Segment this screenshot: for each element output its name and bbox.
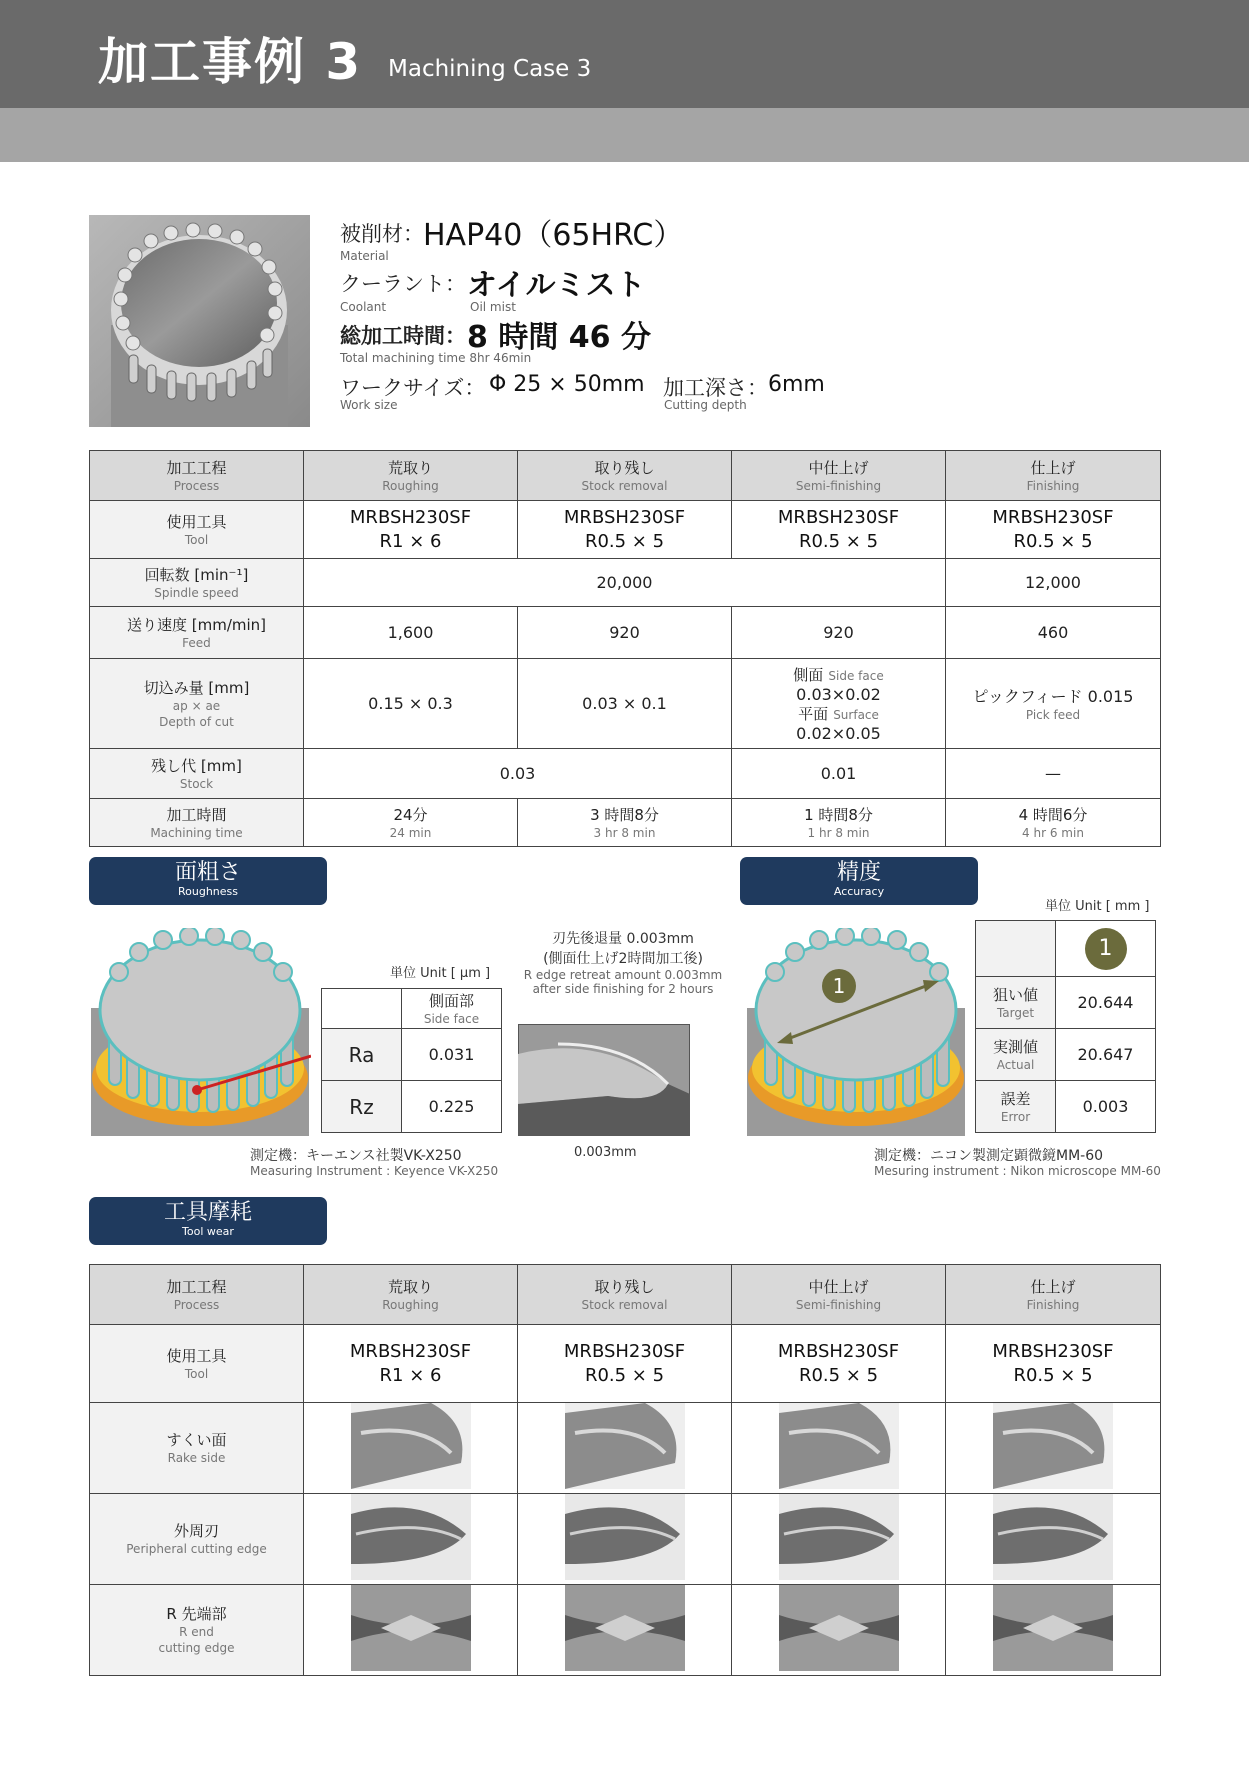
tool-size: R0.5 × 5 xyxy=(1013,530,1093,552)
toolwear-table xyxy=(89,1264,1161,1676)
time-en: 24 min xyxy=(389,825,432,840)
cell-en: Roughing xyxy=(382,1297,439,1312)
rake-side-photo xyxy=(993,1403,1113,1489)
coolant-label: クーラント： xyxy=(340,272,466,296)
table-row xyxy=(976,921,1156,977)
cell-jp: 実測値 xyxy=(992,1037,1038,1056)
tool-size: R1 × 6 xyxy=(379,1364,442,1386)
toolwear-badge xyxy=(89,1197,327,1245)
roughness-workpiece-illustration xyxy=(89,928,311,1136)
cell-jp: 狙い値 xyxy=(992,985,1038,1004)
table-row xyxy=(322,1081,502,1133)
total-time-label: 総加工時間： xyxy=(340,324,466,348)
tool-size: R0.5 × 5 xyxy=(798,530,879,552)
table-row xyxy=(90,1494,1161,1585)
ra-label: Ra xyxy=(348,1042,375,1067)
cutting-depth-value: 6mm xyxy=(768,372,825,397)
feed-value: 920 xyxy=(823,623,854,642)
table-row xyxy=(90,1585,1161,1676)
cell-jp: 切込み量 [mm] xyxy=(143,678,250,697)
tool-name: MRBSH230SF xyxy=(349,1340,472,1362)
side-face-value: 0.03×0.02 xyxy=(796,684,881,704)
cell-jp: 加工時間 xyxy=(166,805,227,824)
target-value: 20.644 xyxy=(1077,993,1134,1012)
accuracy-badge-jp: 精度 xyxy=(836,860,881,885)
peripheral-edge-photo xyxy=(565,1494,685,1580)
table-row xyxy=(90,659,1161,749)
material-label: 被削材： xyxy=(340,222,424,246)
rz-label: Rz xyxy=(349,1094,374,1119)
depth-value: 0.15 × 0.3 xyxy=(368,694,453,713)
cell-jp: 荒取り xyxy=(387,458,433,477)
cell-jp: 中仕上げ xyxy=(808,1277,869,1296)
actual-value: 20.647 xyxy=(1077,1045,1134,1064)
cell-jp: 側面部 xyxy=(428,991,474,1010)
time-jp: 4 時間6分 xyxy=(1018,805,1088,824)
total-time-value: 8 時間 46 分 xyxy=(467,320,651,355)
coolant-value: オイルミスト xyxy=(467,268,646,303)
table-row xyxy=(322,1029,502,1081)
depth-value: 0.03 × 0.1 xyxy=(582,694,667,713)
feed-value: 460 xyxy=(1037,623,1069,642)
page-subtitle: Machining Case 3 xyxy=(388,56,592,82)
side-face-en: Side face xyxy=(828,668,884,683)
rz-value: 0.225 xyxy=(428,1097,475,1116)
table-row xyxy=(976,977,1156,1029)
coolant-sub: Coolant xyxy=(340,300,387,314)
cell-en: Stock xyxy=(179,776,214,791)
table-row xyxy=(90,451,1161,501)
retreat-photo xyxy=(518,1024,690,1136)
work-size-sub: Work size xyxy=(340,398,398,412)
cell-en: Finishing xyxy=(1026,1297,1080,1312)
accuracy-workpiece-illustration xyxy=(745,928,967,1136)
time-en: 4 hr 6 min xyxy=(1022,825,1084,840)
stock-value: 0.01 xyxy=(820,764,857,783)
cell-jp: 加工工程 xyxy=(166,1277,227,1296)
cell-en: Process xyxy=(173,1297,220,1312)
roughness-unit: 単位 Unit [ μm ] xyxy=(390,966,491,981)
accuracy-marker-badge: 1 xyxy=(1085,928,1127,970)
accuracy-table xyxy=(975,920,1156,1133)
stock-value: — xyxy=(1045,764,1061,783)
cell-jp: 取り残し xyxy=(594,458,655,477)
workpiece-photo xyxy=(89,215,310,427)
tool-size: R0.5 × 5 xyxy=(798,1364,879,1386)
cell-jp: 使用工具 xyxy=(166,1346,227,1365)
cutting-depth-label: 加工深さ： xyxy=(663,376,768,400)
table-row xyxy=(322,989,502,1029)
cell-jp: 外周刃 xyxy=(173,1522,219,1540)
retreat-photo-caption: 0.003mm xyxy=(574,1145,637,1160)
material-sub: Material xyxy=(340,249,389,263)
peripheral-edge-photo xyxy=(993,1494,1113,1580)
cell-jp: 残し代 [mm] xyxy=(151,756,242,775)
feed-value: 1,600 xyxy=(387,623,434,642)
roughness-table xyxy=(321,988,502,1133)
work-size-value: Φ 25 × 50mm xyxy=(489,372,645,397)
cell-en: Roughing xyxy=(382,478,439,493)
accuracy-instrument-en: Mesuring instrument : Nikon microscope MM-60 xyxy=(874,1164,1161,1178)
surface-value: 0.02×0.05 xyxy=(796,723,881,743)
rake-side-photo xyxy=(351,1403,471,1489)
time-jp: 1 時間8分 xyxy=(804,805,873,824)
table-row xyxy=(976,1029,1156,1081)
roughness-badge-jp: 面粗さ xyxy=(174,860,241,885)
table-row xyxy=(90,559,1161,607)
cell-jp: 荒取り xyxy=(387,1277,433,1296)
cell-en: Rake side xyxy=(167,1451,226,1465)
cell-en: Finishing xyxy=(1026,478,1080,493)
tool-name: MRBSH230SF xyxy=(777,506,900,528)
tool-name: MRBSH230SF xyxy=(992,1340,1114,1362)
cutting-depth-sub: Cutting depth xyxy=(664,398,747,412)
spindle-value: 12,000 xyxy=(1025,573,1081,592)
rake-side-photo xyxy=(565,1403,685,1489)
cell-en: Error xyxy=(1000,1109,1031,1124)
roughness-instrument-en: Measuring Instrument : Keyence VK-X250 xyxy=(250,1164,499,1178)
cell-en: cutting edge xyxy=(158,1641,235,1655)
table-row xyxy=(90,799,1161,847)
tool-name: MRBSH230SF xyxy=(349,506,472,528)
cell-jp: 加工工程 xyxy=(166,458,227,477)
cell-jp: R 先端部 xyxy=(166,1605,227,1623)
peripheral-edge-photo xyxy=(351,1494,471,1580)
cell-jp: すくい面 xyxy=(166,1431,227,1449)
cell-en: Stock removal xyxy=(581,478,668,493)
accuracy-badge-en: Accuracy xyxy=(833,885,885,898)
cell-en: Side face xyxy=(423,1011,480,1026)
material-value: HAP40（65HRC） xyxy=(423,218,684,253)
pick-feed-en: Pick feed xyxy=(1025,708,1081,722)
surface-en: Surface xyxy=(833,707,879,722)
retreat-caption-block xyxy=(510,928,736,996)
stock-value: 0.03 xyxy=(499,764,536,783)
feed-value: 920 xyxy=(609,623,640,642)
cell-jp: 取り残し xyxy=(594,1277,655,1296)
r-end-edge-photo xyxy=(351,1585,471,1671)
error-value: 0.003 xyxy=(1082,1097,1129,1116)
cell-jp: 中仕上げ xyxy=(808,458,869,477)
retreat-jp2: (側面仕上げ2時間加工後) xyxy=(543,951,703,967)
cell-en: Spindle speed xyxy=(154,585,239,600)
time-jp: 24分 xyxy=(393,805,428,824)
cell-en: ap × ae xyxy=(172,698,221,713)
cell-jp: 送り速度 [mm/min] xyxy=(126,615,267,634)
tool-size: R0.5 × 5 xyxy=(1013,1364,1093,1386)
cell-en: Semi-finishing xyxy=(795,478,882,493)
pick-feed-value: ピックフィード 0.015 xyxy=(972,687,1134,706)
time-jp: 3 時間8分 xyxy=(590,805,659,824)
tool-size: R1 × 6 xyxy=(379,530,442,552)
table-row xyxy=(90,501,1161,559)
table-row xyxy=(90,1265,1161,1325)
cell-jp: 使用工具 xyxy=(166,512,227,531)
cell-en: Tool xyxy=(184,532,209,547)
page-title: 加工事例 3 xyxy=(98,33,363,91)
cell-jp: 仕上げ xyxy=(1030,458,1076,477)
r-end-edge-photo xyxy=(565,1585,685,1671)
toolwear-badge-en: Tool wear xyxy=(182,1225,234,1238)
surface-jp: 平面 xyxy=(798,704,829,723)
table-row xyxy=(90,1403,1161,1494)
retreat-en1: R edge retreat amount 0.003mm xyxy=(523,968,723,982)
cell-en: R end xyxy=(179,1625,214,1639)
cell-jp: 回転数 [min⁻¹] xyxy=(144,565,249,584)
work-size-label: ワークサイズ： xyxy=(340,376,486,400)
cell-jp: 仕上げ xyxy=(1030,1277,1076,1296)
time-en: 1 hr 8 min xyxy=(807,825,870,840)
table-row xyxy=(976,1081,1156,1133)
accuracy-instrument-jp: 測定機：ニコン製測定顕微鏡MM-60 xyxy=(874,1148,1104,1164)
spindle-value: 20,000 xyxy=(596,573,653,592)
time-en: 3 hr 8 min xyxy=(593,825,656,840)
tool-name: MRBSH230SF xyxy=(992,506,1114,528)
tool-name: MRBSH230SF xyxy=(563,506,686,528)
r-end-edge-photo xyxy=(779,1585,899,1671)
accuracy-marker-label: 1 xyxy=(832,974,846,998)
rake-side-photo xyxy=(779,1403,899,1489)
cell-en: Tool xyxy=(184,1366,209,1381)
cell-en: Target xyxy=(996,1005,1035,1020)
header-subbar xyxy=(0,108,1249,162)
peripheral-edge-photo xyxy=(779,1494,899,1580)
table-row xyxy=(90,1325,1161,1403)
tool-name: MRBSH230SF xyxy=(777,1340,900,1362)
table-row xyxy=(90,607,1161,659)
tool-name: MRBSH230SF xyxy=(563,1340,686,1362)
toolwear-badge-jp: 工具摩耗 xyxy=(163,1200,252,1225)
cell-en: Feed xyxy=(182,635,211,650)
cell-en: Actual xyxy=(996,1057,1035,1072)
coolant-value-sub: Oil mist xyxy=(470,300,516,314)
roughness-instrument-jp: 測定機：キーエンス社製VK-X250 xyxy=(250,1148,462,1164)
cell-en: Depth of cut xyxy=(159,714,234,729)
retreat-en2: after side finishing for 2 hours xyxy=(532,982,714,996)
cell-en: Machining time xyxy=(150,825,243,840)
table-row xyxy=(90,749,1161,799)
accuracy-badge xyxy=(740,857,978,905)
cell-en: Semi-finishing xyxy=(795,1297,882,1312)
tool-size: R0.5 × 5 xyxy=(584,1364,665,1386)
r-end-edge-photo xyxy=(993,1585,1113,1671)
roughness-badge xyxy=(89,857,327,905)
total-time-sub: Total machining time 8hr 46min xyxy=(340,351,532,365)
accuracy-unit: 単位 Unit [ mm ] xyxy=(1045,899,1150,914)
cell-en: Process xyxy=(173,478,220,493)
ra-value: 0.031 xyxy=(428,1045,475,1064)
retreat-jp1: 刃先後退量 0.003mm xyxy=(552,931,694,947)
cell-jp: 誤差 xyxy=(1000,1089,1031,1108)
tool-size: R0.5 × 5 xyxy=(584,530,665,552)
side-face-jp: 側面 xyxy=(793,665,824,684)
process-table xyxy=(89,450,1161,847)
cell-en: Stock removal xyxy=(581,1297,668,1312)
cell-en: Peripheral cutting edge xyxy=(126,1542,267,1556)
roughness-badge-en: Roughness xyxy=(177,885,238,898)
